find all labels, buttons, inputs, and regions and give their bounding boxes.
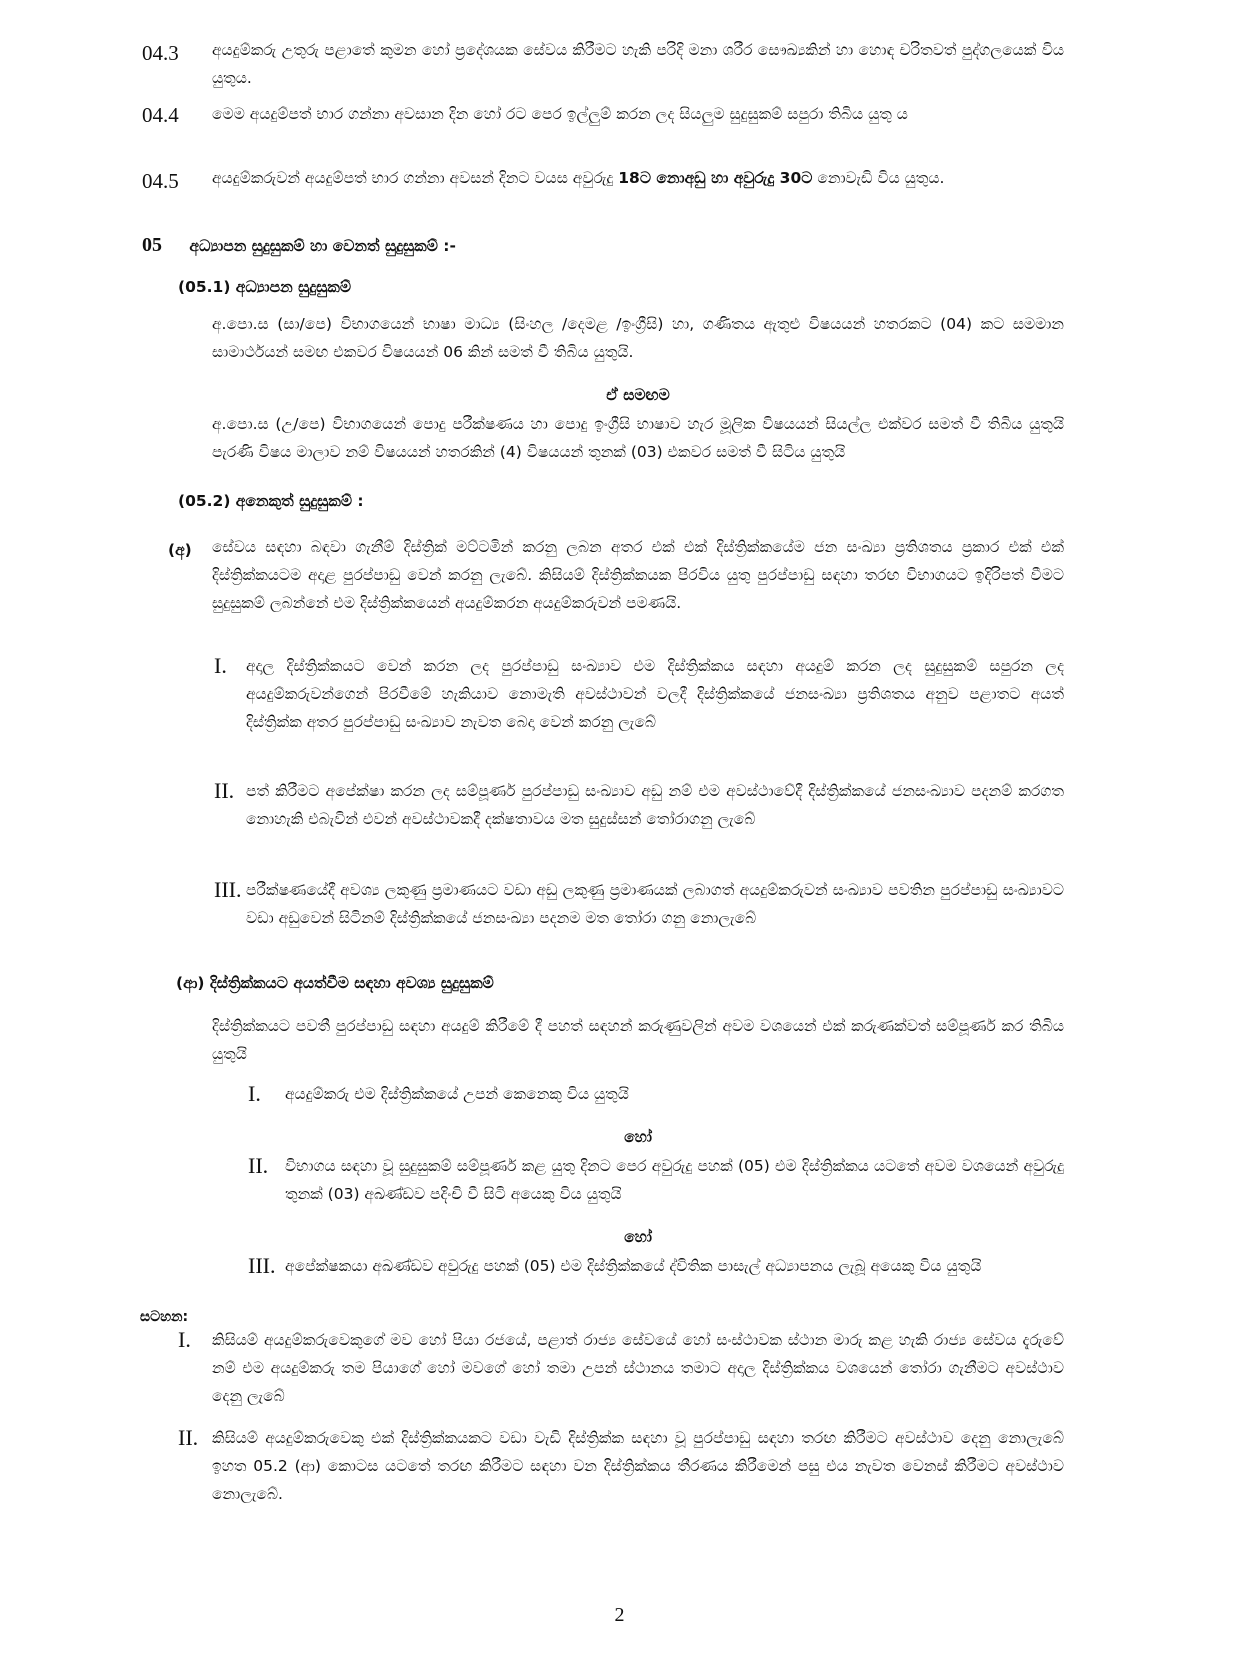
subsection-05-2-heading: (05.2) අනෙකුත් සුදුසුකම් : (178, 492, 364, 510)
section-text (212, 164, 1064, 192)
item-a-text: සේවය සඳහා බඳවා ගැනීම් දිස්ත්‍රික් මට්ටමින් කරනු ලබන අතර එක් එක් දිස්ත්‍රික්කයේම ජන සංඛ්‍යා ප්‍රතිශතය ප්‍රකාර එක් එක් දිස්ත්‍රික්කයටම අදාළ පුරප්පාඩු වෙන් කරනු ලැබේ. කිසියම් දිස්ත්‍රික්කයක පිරවිය යුතු පුරප්පාඩු සඳහා තරඟ විභාගයට ඉදිරිපත් වීමට සුදුසුකම් ලබන්නේ එම දිස්ත්‍රික්කයෙන් අයදුම්කරන අයදුම්කරුවන් පමණයි. (212, 538, 1064, 612)
section-number: 05 (142, 234, 162, 256)
aa-item-text: විභාගය සඳහා වූ සුදුසුකම් සම්පූර්ණ කළ යුතු දිනට පෙර අවුරුදු පහක් (05) එම දිස්ත්‍රික්කය යටතේ අවම වශයෙන් අවුරුදු තුනක් (03) අඛණ්ඩව පදිංචි වී සිටි අයෙකු විය යුතුයි (285, 1157, 1064, 1203)
or-heading: හෝ (624, 1228, 652, 1246)
note-text: කිසියම් අයදුම්කරුවෙකුගේ මව හෝ පියා රජයේ, පළාත් රාජ්‍ය සේවයේ හෝ සංස්ථාවක ස්ථාන මාරු කළ හැකි රාජ්‍ය සේවය දැරුවේ නම් එම අයදුම්කරු තම පියාගේ හෝ මවගේ හෝ තමා උපන් ස්ථානය තමාට අදාල දිස්ත්‍රික්කය වශයෙන් තෝරා ගැනීමට අවස්ථාව දෙනු ලැබේ (212, 1331, 1064, 1405)
subsection-05-1-heading: (05.1) අධ්‍යාපන සුදුසුකම් (178, 278, 352, 296)
a-item-text: පත් කිරීමට අපේක්ෂා කරන ලද සම්පූර්ණ පුරප්පාඩු සංඛ්‍යාව අඩු නම් එම අවස්ථාවේදී දිස්ත්‍රික්කයේ ජනසංඛ්‍යාව පදනම් කරගත නොහැකි එබැවින් එවන් අවස්ථාවකදී දක්ෂතාවය මත සුදුස්සන් තෝරාගනු ලැබේ (246, 782, 1064, 828)
section-05-heading (142, 232, 1042, 259)
note-text: කිසියම් අයදුම්කරුවෙකු එක් දිස්ත්‍රික්කයකට වඩා වැඩි දිස්ත්‍රික්ක සඳහා වූ පුරප්පාඩු සඳහා තරඟ කිරීමට අවස්ථාව දෙනු නොලැබේ ඉහත 05.2 (ආ) කොටස යටතේ තරඟ කිරීමට සඳහා වන දිස්ත්‍රික්කය තීරණය කිරීමෙන් පසු එය නැවත වෙනස් කිරීමට අවස්ථාව නොලැබේ. (212, 1429, 1064, 1503)
section-number: 04.3 (142, 41, 179, 65)
age-text: අයදුම්කරුවන් අයදුම්පත් භාර ගන්නා අවසන් දිනට වයස අවුරුදු (212, 169, 614, 187)
section-text: මෙම අයදුම්පත් භාර ගන්නා අවසාන දින හෝ රට පෙර ඉල්ලුම් කරන ලද සියලුම සුදුසුකම් සපුරා තිබිය යුතු ය (212, 105, 908, 123)
aa-item-number: II. (248, 1153, 269, 1178)
section-title: අධ්‍යාපන සුදුසුකම් හා වෙනත් සුදුසුකම් :- (189, 237, 456, 255)
aa-item-number: I. (248, 1081, 261, 1106)
section-number: 04.5 (142, 169, 179, 193)
age-limit: 18ට නොඅඩු හා අවුරුදු 30ට (618, 169, 813, 187)
note-number: I. (178, 1327, 191, 1352)
or-heading: හෝ (624, 1128, 652, 1146)
a-item-number: II. (214, 778, 235, 803)
a-item-text: පරීක්ෂණයේදී අවශ්‍ය ලකුණු ප්‍රමාණයට වඩා අඩු ලකුණු ප්‍රමාණයක් ලබාගත් අයදුම්කරුවන් සංඛ්‍යාව පවතින පුරප්පාඩු සංඛ්‍යාවට වඩා අඩුවෙන් සිටිනම් දිස්ත්‍රික්කයේ ජනසංඛ්‍යා පදනම මත තෝරා ගනු නොලැබේ (246, 881, 1064, 927)
ol-requirement: අ.පො.ස (සා/පෙ) විභාගයෙන් භාෂා මාධ්‍ය (සිංහල /දෙමළ /ඉංග්‍රීසි) හා, ගණිතය ඇතුළු විෂයයන් හතරකට (04) කට සමමාන සාමාර්ථයන් සමඟ එකවර විෂයයන් 06 කින් සමත් වී තිබිය යුතුයි. (212, 315, 1064, 361)
item-aa-text: දිස්ත්‍රික්කයට පවතී පුරප්පාඩු සඳහා අයදුම් කිරීමේ දී පහත් සඳහන් කරුණුවලින් අවම වශයෙන් එක් කරුණක්වත් සම්පූර්ණ කර තිබිය යුතුයි (212, 1017, 1064, 1063)
notes-heading: සටහන: (140, 1309, 189, 1325)
item-aa-heading: (ආ) දිස්ත්‍රික්කයට අයත්වීම සඳහා අවශ්‍ය සුදුසුකම් (176, 974, 494, 992)
note-number: II. (178, 1425, 199, 1450)
and-heading: ඒ සමඟම (606, 386, 670, 404)
a-item-number: I. (214, 653, 227, 678)
page-number: 2 (614, 1604, 625, 1626)
section-number: 04.4 (142, 103, 179, 127)
aa-item-number: III. (248, 1253, 276, 1278)
aa-item-text: අපේක්ෂකයා අඛණ්ඩව අවුරුදු පහක් (05) එම දිස්ත්‍රික්කයේ ද්විතික පාසැල් අධ්‍යාපනය ලැබූ අයෙකු විය යුතුයි (285, 1257, 982, 1275)
al-requirement: අ.පො.ස (උ/පෙ) විභාගයෙන් පොදු පරීක්ෂණය හා පොදු ඉංග්‍රීසි භාෂාව හැර මූලික විෂයයන් සියල්ල එක්වර සමත් වී තිබිය යුතුයි පැරණි විෂය මාලාව නම් විෂයයන් හතරකින් (4) විෂයයන් තුනක් (03) එකවර සමත් වී සිටිය යුතුයි (212, 415, 1064, 461)
aa-item-text: අයදුම්කරු එම දිස්ත්‍රික්කයේ උපන් කෙනෙකු විය යුතුයි (285, 1085, 629, 1103)
a-item-text: අදාල දිස්ත්‍රික්කයට වෙන් කරන ලද පුරප්පාඩු සංඛ්‍යාව එම දිස්ත්‍රික්කය සඳහා අයදුම් කරන ලද සුදුසුකම් සපුරන ලද අයදුම්කරුවන්ගෙන් පිරවීමේ හැකියාව නොමැති අවස්ථාවන් වලදී දිස්ත්‍රික්කයේ ජනසංඛ්‍යා ප්‍රතිශතය අනුව පළාතට අයත් දිස්ත්‍රික්ක අතර පුරප්පාඩු සංඛ්‍යාව නැවත බෙදා වෙන් කරනු ලැබේ (246, 657, 1064, 731)
item-a-label: (අ) (168, 541, 192, 559)
a-item-number: III. (214, 877, 242, 902)
section-text: අයදුම්කරු උතුරු පළාතේ කුමන හෝ ප්‍රදේශයක සේවය කිරීමට හැකි පරිදි මනා ශරීර සෞඛ්‍යකින් හා හොඳ චරිතවත් පුද්ගලයෙක් විය යුතුය. (212, 41, 1064, 87)
age-text-end: නොවැඩි විය යුතුය. (817, 169, 945, 187)
